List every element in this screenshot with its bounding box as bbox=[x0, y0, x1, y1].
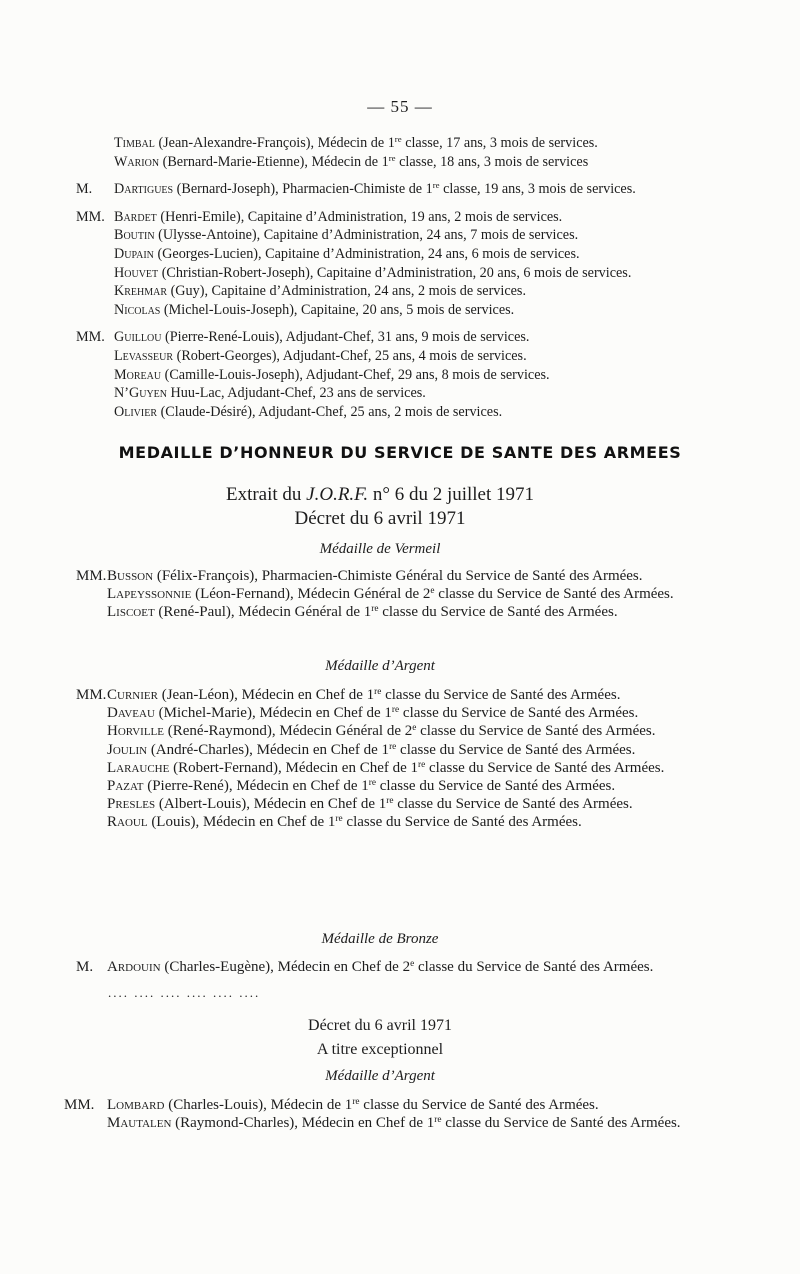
recipient-details: (Jean-Alexandre-François), Médecin de 1 bbox=[154, 135, 395, 151]
list-item bbox=[76, 815, 682, 830]
recipient-details-tail: classe du Service de Santé des Armées. bbox=[399, 705, 639, 722]
recipient-details: (Guy), Capitaine d’Administration, 24 ans, 2 mois de services. bbox=[167, 283, 526, 300]
list-item bbox=[76, 960, 682, 975]
recipient-surname: Levasseur bbox=[114, 347, 174, 364]
recipient-details: (Félix-François), Pharmacien-Chimiste Général du Service de Santé des Armées. bbox=[153, 568, 643, 584]
bronze-list bbox=[76, 960, 682, 978]
honorific: M. bbox=[76, 959, 94, 975]
ordinal-suffix: re bbox=[394, 134, 402, 145]
recipient-details-tail: classe du Service de Santé des Armées. bbox=[414, 959, 654, 975]
list-item bbox=[76, 368, 686, 384]
recipient-details: (Charles-Eugène), Médecin en Chef de 2 bbox=[160, 959, 411, 975]
awards-list-services bbox=[76, 136, 686, 423]
ordinal-suffix: re bbox=[335, 814, 343, 825]
recipient-details: (Louis), Médecin en Chef de 1 bbox=[147, 814, 336, 831]
honorific: M. bbox=[76, 181, 93, 198]
recipient-surname: Lapeyssonnie bbox=[107, 586, 192, 603]
list-item bbox=[76, 797, 682, 812]
list-item bbox=[76, 688, 682, 703]
ordinal-suffix: re bbox=[432, 180, 440, 191]
list-item bbox=[76, 152, 686, 171]
list-item bbox=[64, 1116, 682, 1132]
recipient-details: (Albert-Louis), Médecin en Chef de 1 bbox=[155, 796, 387, 813]
recipient-details-tail: classe du Service de Santé des Armées. bbox=[396, 741, 636, 758]
recipient-surname: Curnier bbox=[107, 687, 158, 703]
list-item bbox=[76, 303, 686, 319]
recipient-surname: Timbal bbox=[114, 135, 155, 151]
recipient-details-tail: classe du Service de Santé des Armées. bbox=[376, 778, 616, 795]
recipient-surname: Ardouin bbox=[107, 959, 161, 975]
recipient-surname: N’Guyen bbox=[114, 385, 167, 402]
recipient-surname: Warion bbox=[114, 153, 160, 170]
recipient-details: (René-Raymond), Médecin Général de 2 bbox=[164, 723, 413, 740]
recipient-details: (Pierre-René), Médecin en Chef de 1 bbox=[143, 778, 369, 795]
list-item bbox=[76, 266, 686, 282]
list-item bbox=[76, 210, 686, 226]
recipient-surname: Houvet bbox=[114, 264, 159, 281]
recipient-details: Huu-Lac, Adjudant-Chef, 23 ans de services. bbox=[167, 385, 426, 402]
recipient-surname: Lombard bbox=[107, 1097, 165, 1113]
recipient-details-tail: classe du Service de Santé des Armées. bbox=[359, 1097, 599, 1113]
recipient-surname: Mautalen bbox=[107, 1114, 172, 1131]
list-item bbox=[76, 182, 686, 198]
recipient-details: (Jean-Léon), Médecin en Chef de 1 bbox=[157, 687, 375, 703]
recipient-surname: Dupain bbox=[114, 245, 154, 262]
recipient-details: (Raymond-Charles), Médecin en Chef de 1 bbox=[171, 1114, 435, 1131]
list-item bbox=[76, 330, 686, 346]
list-item bbox=[76, 284, 686, 300]
decret-heading: Décret du 6 avril 1971 bbox=[294, 508, 466, 529]
recipient-details-tail: classe du Service de Santé des Armées. bbox=[434, 586, 674, 603]
recipient-surname: Guillou bbox=[114, 329, 162, 346]
recipient-details: (Michel-Louis-Joseph), Capitaine, 20 ans, 5 mois de services. bbox=[160, 301, 515, 318]
ordinal-suffix: re bbox=[391, 705, 400, 716]
ordinal-suffix: re bbox=[386, 796, 394, 807]
recipient-details-tail: classe du Service de Santé des Armées. bbox=[425, 759, 665, 776]
recipient-details: (Georges-Lucien), Capitaine d’Administration, 24 ans, 6 mois de services. bbox=[153, 245, 580, 262]
recipient-details: (André-Charles), Médecin en Chef de 1 bbox=[147, 741, 390, 758]
list-item bbox=[76, 386, 686, 402]
recipient-surname: Olivier bbox=[114, 403, 158, 420]
recipient-details: (Robert-Fernand), Médecin en Chef de 1 bbox=[169, 759, 419, 776]
list-item bbox=[76, 349, 686, 365]
recipient-details-tail: classe du Service de Santé des Armées. bbox=[393, 796, 633, 813]
extrait-suffix: n° 6 du 2 juillet 1971 bbox=[368, 484, 535, 505]
recipient-details-tail: classe du Service de Santé des Armées. bbox=[381, 687, 621, 703]
recipient-details: (Henri-Emile), Capitaine d’Administration, 19 ans, 2 mois de services. bbox=[156, 208, 563, 225]
recipient-surname: Dartigues bbox=[114, 181, 174, 198]
list-item bbox=[64, 1098, 682, 1114]
list-item bbox=[76, 587, 682, 602]
ordinal-suffix: re bbox=[352, 1096, 360, 1107]
honorific: MM. bbox=[76, 568, 107, 584]
ordinal-suffix: re bbox=[388, 152, 396, 163]
section-title: MEDAILLE D’HONNEUR DU SERVICE DE SANTE DES ARMEES bbox=[118, 443, 682, 462]
list-item bbox=[76, 743, 682, 758]
recipient-details: (Charles-Louis), Médecin de 1 bbox=[164, 1097, 353, 1113]
vermeil-list bbox=[76, 569, 682, 624]
subheading-vermeil: Médaille de Vermeil bbox=[319, 541, 441, 557]
recipient-details-tail: classe, 18 ans, 3 mois de services bbox=[395, 153, 589, 170]
list-item bbox=[76, 247, 686, 263]
recipient-details: (Ulysse-Antoine), Capitaine d’Administration, 24 ans, 7 mois de services. bbox=[154, 227, 579, 244]
list-item bbox=[76, 228, 686, 244]
recipient-details-tail: classe du Service de Santé des Armées. bbox=[342, 814, 582, 831]
recipient-surname: Horville bbox=[107, 723, 164, 740]
list-item bbox=[76, 136, 686, 152]
recipient-details-tail: classe du Service de Santé des Armées. bbox=[441, 1114, 681, 1131]
ordinal-suffix: re bbox=[389, 741, 397, 752]
recipient-details: (Léon-Fernand), Médecin Général de 2 bbox=[191, 586, 431, 603]
recipient-surname: Busson bbox=[107, 568, 154, 584]
exceptionnel-heading: A titre exceptionnel bbox=[316, 1041, 444, 1058]
recipient-surname: Bardet bbox=[114, 208, 157, 225]
recipient-details: (Camille-Louis-Joseph), Adjudant-Chef, 29 ans, 8 mois de services. bbox=[161, 366, 550, 383]
ordinal-suffix: re bbox=[368, 777, 377, 788]
recipient-surname: Joulin bbox=[107, 741, 148, 758]
ordinal-suffix: re bbox=[418, 759, 426, 770]
extrait-line bbox=[0, 484, 760, 506]
ordinal-suffix: re bbox=[434, 1114, 442, 1125]
recipient-details-tail: classe du Service de Santé des Armées. bbox=[416, 723, 656, 740]
ordinal-suffix: e bbox=[410, 958, 415, 969]
recipient-details: (Bernard-Marie-Etienne), Médecin de 1 bbox=[159, 153, 389, 170]
list-item bbox=[76, 724, 682, 739]
argent-list-2 bbox=[64, 1098, 682, 1133]
subheading-argent: Médaille d’Argent bbox=[325, 658, 435, 674]
recipient-details-tail: classe du Service de Santé des Armées. bbox=[378, 604, 618, 621]
recipient-surname: Larauche bbox=[107, 759, 170, 776]
recipient-details-tail: classe, 17 ans, 3 mois de services. bbox=[401, 135, 598, 151]
ordinal-suffix: e bbox=[430, 586, 435, 597]
recipient-surname: Nicolas bbox=[114, 301, 161, 318]
recipient-surname: Moreau bbox=[114, 366, 162, 383]
recipient-details-tail: classe, 19 ans, 3 mois de services. bbox=[439, 181, 636, 198]
extrait-prefix: Extrait du bbox=[225, 484, 307, 505]
subheading-bronze: Médaille de Bronze bbox=[321, 931, 439, 947]
list-item bbox=[76, 405, 686, 421]
list-item bbox=[76, 706, 682, 721]
argent-list bbox=[76, 688, 682, 834]
extrait-journal: J.O.R.F. bbox=[306, 484, 369, 505]
decret-heading-2: Décret du 6 avril 1971 bbox=[308, 1017, 452, 1034]
recipient-details: (Christian-Robert-Joseph), Capitaine d’Administration, 20 ans, 6 mois de services. bbox=[158, 264, 632, 281]
list-item bbox=[76, 569, 682, 584]
list-item bbox=[76, 761, 682, 776]
recipient-surname: Liscoet bbox=[107, 604, 155, 621]
recipient-surname: Boutin bbox=[114, 227, 155, 244]
subheading-argent-2: Médaille d’Argent bbox=[325, 1068, 435, 1084]
recipient-surname: Presles bbox=[107, 796, 156, 813]
honorific: MM. bbox=[76, 687, 107, 703]
recipient-surname: Pazat bbox=[107, 778, 144, 795]
recipient-details: (Claude-Désiré), Adjudant-Chef, 25 ans, 2 mois de services. bbox=[157, 403, 503, 420]
recipient-surname: Daveau bbox=[107, 705, 155, 722]
list-item bbox=[76, 605, 682, 620]
honorific: MM. bbox=[64, 1097, 95, 1113]
recipient-details: (Pierre-René-Louis), Adjudant-Chef, 31 ans, 9 mois de services. bbox=[161, 329, 530, 346]
recipient-surname: Krehmar bbox=[114, 283, 168, 300]
list-item bbox=[76, 779, 682, 794]
honorific: MM. bbox=[76, 329, 105, 346]
ordinal-suffix: e bbox=[412, 723, 417, 734]
recipient-surname: Raoul bbox=[107, 814, 148, 831]
recipient-details: (Michel-Marie), Médecin en Chef de 1 bbox=[154, 705, 392, 722]
ellipsis-dots: .... .... .... .... .... .... bbox=[108, 985, 261, 1000]
recipient-details: (Bernard-Joseph), Pharmacien-Chimiste de 1 bbox=[173, 181, 433, 198]
ordinal-suffix: re bbox=[374, 686, 382, 697]
ordinal-suffix: re bbox=[371, 604, 379, 615]
page-number: — 55 — bbox=[367, 97, 433, 116]
recipient-details: (Robert-Georges), Adjudant-Chef, 25 ans, 4 mois de services. bbox=[173, 347, 527, 364]
recipient-details: (René-Paul), Médecin Général de 1 bbox=[154, 604, 372, 621]
honorific: MM. bbox=[76, 208, 105, 225]
